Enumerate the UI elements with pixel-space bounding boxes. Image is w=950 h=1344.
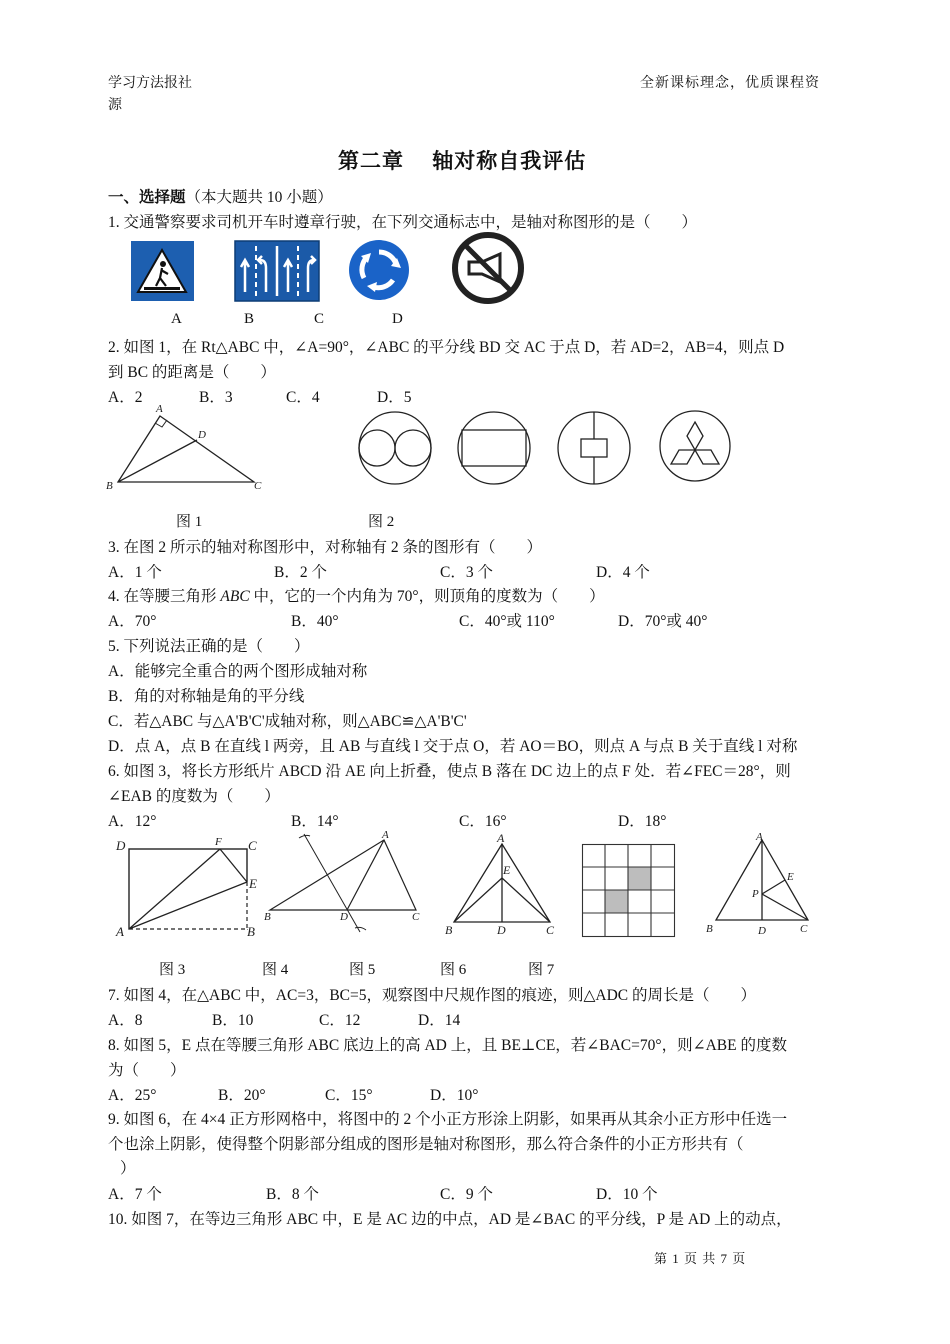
fig6-caption: 图 6 (440, 962, 467, 978)
fig2-caption: 图 2 (368, 514, 395, 530)
q6-option-c: C．16° (459, 813, 507, 830)
no-horn-sign-icon (452, 232, 524, 304)
question-3: 3. 在图 2 所示的轴对称图形中，对称轴有 2 条的图形有（ ） (108, 539, 543, 556)
q9-option-c: C．9 个 (440, 1186, 493, 1203)
q7-option-c: C．12 (319, 1012, 361, 1029)
question-2-cont: 到 BC 的距离是（ ） (108, 364, 276, 381)
q4-text-ital: ABC (220, 588, 250, 605)
q8-option-b: B．20° (218, 1087, 266, 1104)
header-right: 全新课标理念，优质课程资 (640, 76, 820, 91)
q7-option-b: B．10 (212, 1012, 254, 1029)
section-heading-note: （本大题共 10 小题） (185, 189, 333, 206)
fig5-label-c: C (546, 923, 555, 937)
fig3-caption: 图 3 (159, 962, 186, 978)
fig7-label-e: E (787, 871, 794, 883)
fig7-label-a: A (756, 831, 763, 843)
fig5-label-a: A (497, 831, 505, 845)
fig3-label-b: B (247, 924, 255, 939)
fig1-caption: 图 1 (176, 514, 203, 530)
q1-label-d: D (392, 311, 403, 327)
question-10: 10. 如图 7，在等边三角形 ABC 中，E 是 AC 边的中点，AD 是∠BAC 的平分线，P 是 AD 上的动点， (108, 1211, 792, 1228)
figure-5 (442, 832, 562, 940)
fig4-caption: 图 4 (262, 962, 289, 978)
q6-option-d: D．18° (618, 813, 667, 830)
question-8-cont: 为（ ） (108, 1062, 186, 1079)
fig2-shape-4 (660, 411, 730, 481)
question-1: 1. 交通警察要求司机开车时遵章行驶，在下列交通标志中，是轴对称图形的是（ ） (108, 214, 698, 231)
q9-option-b: B．8 个 (266, 1186, 319, 1203)
pedestrian-crossing-sign-icon (130, 240, 196, 302)
figure-6 (582, 844, 676, 938)
q2-option-d: D．5 (377, 389, 412, 406)
fig3-label-c: C (248, 838, 257, 853)
fig5-label-b: B (445, 923, 453, 937)
section-heading (108, 185, 333, 207)
header-left-wrap: 源 (108, 98, 122, 113)
question-5: 5. 下列说法正确的是（ ） (108, 638, 310, 655)
q8-option-c: C．15° (325, 1087, 373, 1104)
fig1-label-b: B (106, 480, 113, 492)
q4-option-c: C．40°或 110° (459, 613, 555, 630)
fig2-shape-3 (558, 412, 630, 484)
q9-option-d: D．10 个 (596, 1186, 658, 1203)
q8-option-a: A．25° (108, 1087, 157, 1104)
question-2: 2. 如图 1，在 Rt△ABC 中，∠A=90°，∠ABC 的平分线 BD 交 AC 于点 D，若 AD=2，AB=4，则点 D (108, 339, 785, 356)
q3-option-c: C．3 个 (440, 564, 493, 581)
fig7-label-b: B (706, 923, 713, 935)
q2-option-a: A．2 (108, 389, 143, 406)
q1-label-a: A (171, 311, 182, 327)
fig7-label-p: P (752, 888, 759, 900)
fig2-shape-1 (359, 412, 431, 484)
fig6-shaded-cell (605, 890, 628, 913)
q1-label-c: C (314, 311, 325, 327)
q2-option-b: B．3 (199, 389, 233, 406)
page-title: 第二章 轴对称自我评估 (338, 149, 587, 173)
fig4-label-d: D (340, 911, 348, 923)
q4-option-b: B．40° (291, 613, 339, 630)
figure-4 (262, 830, 430, 940)
q6-option-b: B．14° (291, 813, 339, 830)
fig4-label-b: B (264, 911, 271, 923)
section-heading-label: 一、选择题 (108, 189, 186, 206)
fig3-label-f: F (215, 836, 222, 848)
q3-option-d: D．4 个 (596, 564, 650, 581)
fig3-label-a: A (116, 924, 124, 939)
q4-text-pre: 4. 在等腰三角形 (108, 588, 221, 605)
fig5-caption: 图 5 (349, 962, 376, 978)
question-9-cont: 个也涂上阴影，使得整个阴影部分组成的图形是轴对称图形，那么符合条件的小正方形共有（ (108, 1136, 744, 1153)
figure-1 (104, 402, 274, 496)
q4-option-d: D．70°或 40° (618, 613, 708, 630)
fig5-label-d: D (497, 923, 506, 937)
q2-option-c: C．4 (286, 389, 320, 406)
fig5-label-e: E (503, 863, 511, 877)
fig6-shaded-cell (628, 867, 651, 890)
question-8: 8. 如图 5，E 点在等腰三角形 ABC 底边上的高 AD 上，且 BE⊥CE，若∠BAC=70°，则∠ABE 的度数 (108, 1037, 787, 1054)
fig3-label-e: E (249, 876, 257, 891)
q7-option-a: A．8 (108, 1012, 143, 1029)
fig4-label-a: A (382, 829, 389, 841)
figure-7 (702, 830, 822, 940)
figure-3 (112, 832, 268, 940)
q4-option-a: A．70° (108, 613, 157, 630)
q8-option-d: D．10° (430, 1087, 479, 1104)
q7-option-d: D．14 (418, 1012, 461, 1029)
lane-direction-sign-icon (234, 240, 320, 302)
fig7-label-d: D (758, 925, 766, 937)
figure-2 (356, 410, 736, 488)
page-footer: 第 1 页 共 7 页 (654, 1251, 747, 1266)
fig1-label-d: D (198, 429, 206, 441)
q3-option-b: B．2 个 (274, 564, 327, 581)
fig7-label-c: C (800, 923, 808, 935)
fig4-label-c: C (412, 911, 420, 923)
q1-label-b: B (244, 311, 255, 327)
roundabout-sign-icon (347, 238, 411, 302)
q5-option-d: D．点 A，点 B 在直线 l 两旁，且 AB 与直线 l 交于点 O，若 AO＝BO，则点 A 与点 B 关于直线 l 对称 (108, 738, 798, 755)
q5-option-a: A．能够完全重合的两个图形成轴对称 (108, 663, 368, 680)
fig1-label-c: C (254, 480, 262, 492)
question-7: 7. 如图 4，在△ABC 中，AC=3，BC=5，观察图中尺规作图的痕迹，则△ADC 的周长是（ ） (108, 987, 757, 1004)
fig3-label-d: D (116, 838, 126, 853)
question-6-cont: ∠EAB 的度数为（ ） (108, 788, 280, 805)
q6-option-a: A．12° (108, 813, 157, 830)
question-4 (108, 584, 605, 606)
question-6: 6. 如图 3，将长方形纸片 ABCD 沿 AE 向上折叠，使点 B 落在 DC 边上的点 F 处．若∠FEC＝28°，则 (108, 763, 791, 780)
question-9: 9. 如图 6，在 4×4 正方形网格中，将图中的 2 个小正方形涂上阴影，如果再从其余小正方形中任选一 (108, 1111, 788, 1128)
q3-option-a: A．1 个 (108, 564, 162, 581)
q4-text-post: 中，它的一个内角为 70°，则顶角的度数为（ ） (249, 588, 605, 605)
fig7-caption: 图 7 (528, 962, 555, 978)
q5-option-b: B．角的对称轴是角的平分线 (108, 688, 305, 705)
q5-option-c: C．若△ABC 与△A'B'C'成轴对称，则△ABC≌△A'B'C' (108, 713, 467, 730)
fig2-shape-2 (458, 412, 530, 484)
header-left: 学习方法报社 (108, 76, 192, 91)
q9-option-a: A．7 个 (108, 1186, 162, 1203)
fig1-label-a: A (156, 403, 163, 415)
question-9-cont2: ） (120, 1160, 136, 1177)
